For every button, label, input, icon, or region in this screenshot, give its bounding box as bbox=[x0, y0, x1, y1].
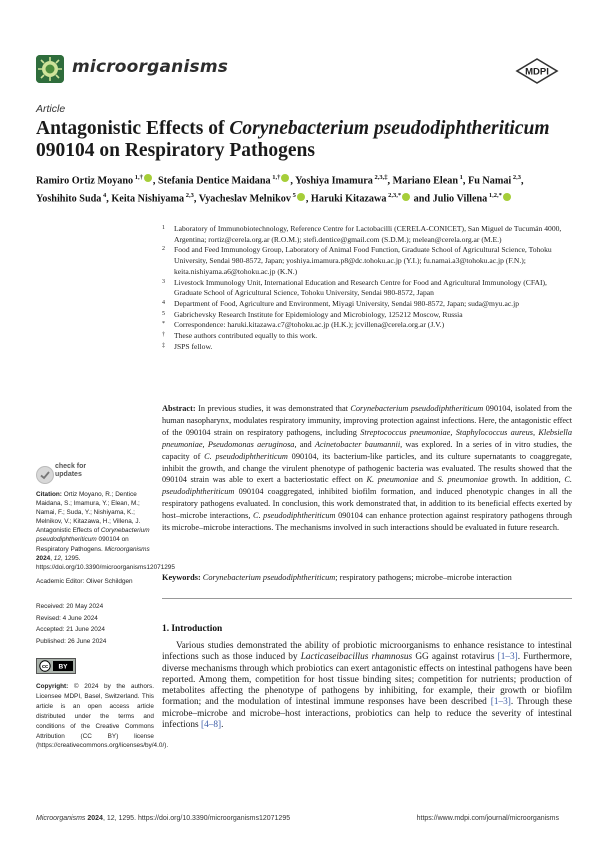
affiliation-mark: 4 bbox=[162, 299, 165, 306]
article-type: Article bbox=[36, 103, 66, 115]
copyright-notice bbox=[36, 682, 169, 751]
orcid-icon[interactable] bbox=[503, 193, 511, 201]
affiliation-text: Laboratory of Immunobiotechnology, Reference Centre for Lactobacilli (CERELA-CONICET), San Miguel de Tucumán 4000, Argentina; rortiz@cerela.org.ar (R.O.M.); stefi.dentice@gmail.com (S.D.M.); melean@cerela.org.ar (M.E.) bbox=[174, 224, 562, 244]
abstract-text: 090104, its bacterium-like particles, and its culture supernatants to coaggregate, inhibit the growth, and change the virulent phenotype of pathogenic bacteria was evaluated. The results showed that the 090104 strain was able to exert a bacteriostatic effect on bbox=[162, 451, 573, 485]
author-name: Keita Nishiyama bbox=[111, 193, 185, 205]
affiliation-text: Food and Feed Immunology Group, Laboratory of Animal Food Function, Graduate School of Agricultural Science, Tohoku University, Sendai 980-8572, Japan; yoshiya.imamura.p8@dc.tohoku.ac.jp (Y.I.); fu.namai.a3@tohoku.ac.jp (F.N.); keita.nishiyama.a6@tohoku.ac.jp (K.N.) bbox=[174, 245, 552, 276]
author-name: Yoshihito Suda bbox=[36, 193, 102, 205]
affiliation-text: Department of Food, Agriculture and Environment, Miyagi University, Sendai 980-8572, Japan; suda@myu.ac.jp bbox=[174, 298, 519, 308]
copyright-label: Copyright: bbox=[36, 683, 69, 690]
author-separator: and bbox=[411, 193, 433, 205]
author-affiliation-mark: 2,3,‡ bbox=[372, 174, 388, 181]
intro-paragraph bbox=[162, 641, 572, 731]
affiliation-item bbox=[162, 224, 572, 245]
intro-text: GG against rotavirus bbox=[412, 652, 498, 663]
check-for-updates-icon[interactable] bbox=[36, 466, 54, 484]
abstract-text: , was explored. In a series of in vitro studies, the capacity of bbox=[162, 439, 572, 461]
orcid-icon[interactable] bbox=[144, 174, 152, 182]
author-affiliation-mark: 2,3 bbox=[184, 192, 194, 200]
author-affiliation-mark: 1,2,* bbox=[487, 192, 502, 200]
citation-link[interactable]: [1–3] bbox=[490, 697, 511, 708]
affiliations bbox=[162, 224, 572, 352]
abstract bbox=[162, 403, 572, 534]
keywords-label: Keywords: bbox=[162, 573, 201, 582]
academic-editor: Academic Editor: Oliver Schildgen bbox=[36, 578, 133, 585]
check-updates-line2: updates bbox=[55, 471, 82, 478]
citation-italic: Corynebacterium pseudodiphtheriticum bbox=[36, 527, 150, 544]
affiliation-mark: ‡ bbox=[162, 342, 165, 349]
affiliation-text: Livestock Immunology Unit, International Education and Research Centre for Food and Agricultural Immunology (CFAI), Graduate School of Agricultural Science, Tohoku University, Sendai 980-8572, Japan bbox=[174, 277, 547, 298]
abstract-text: growth. In addition, bbox=[488, 475, 565, 485]
affiliation-text: Correspondence: haruki.kitazawa.c7@tohoku.ac.jp (H.K.); jcvillena@cerela.org.ar (J.V.) bbox=[174, 320, 445, 330]
abstract-italic: C. pseudodiphtheriticum bbox=[204, 451, 288, 461]
affiliation-item bbox=[162, 342, 572, 353]
svg-text:BY: BY bbox=[58, 663, 68, 671]
orcid-icon[interactable] bbox=[297, 193, 305, 201]
mdpi-logo bbox=[515, 58, 559, 84]
date-revised: Revised: 4 June 2024 bbox=[36, 614, 98, 622]
affiliation-mark: 5 bbox=[162, 310, 165, 317]
abstract-italic: Corynebacterium pseudodiphtheriticum bbox=[350, 404, 484, 413]
abstract-italic: K. pneumoniae bbox=[366, 475, 419, 485]
check-for-updates-button[interactable] bbox=[55, 463, 86, 479]
citation-text: Ortiz Moyano, R.; Dentice Maidana, S.; Imamura, Y.; Elean, M.; Namai, F.; Suda, Y.; Nishiyama, K.; Melnikov, V.; Kitazawa, H.; Villena, J. Antagonistic Effects of bbox=[36, 491, 141, 535]
section-heading: 1. Introduction bbox=[162, 624, 223, 634]
abstract-text: 090104, isolated from the human nasopharynx, modulates respiratory immunity, improving protection against infections. Here, the antagonistic effect of the 090104 strain on respiratory pathogens, including bbox=[162, 404, 572, 437]
keyword-italic: Corynebacterium pseudodiphtheriticum bbox=[202, 573, 336, 582]
keywords-body bbox=[201, 573, 512, 582]
abstract-text: 090104 coaggregated, inhibited biofilm formation, and induced phenotypic changes in all the respiratory pathogens evaluated. In conclusion, this work demonstrated that, in addition to its beneficial effects exerted by host–microbe interactions, bbox=[162, 487, 572, 521]
citation-body bbox=[36, 491, 175, 571]
abstract-text: and bbox=[418, 475, 438, 485]
affiliation-mark: * bbox=[162, 321, 165, 328]
cc-by-license-icon[interactable] bbox=[36, 658, 76, 674]
abstract-body bbox=[162, 404, 572, 532]
author-affiliation-mark: 5 bbox=[290, 192, 296, 200]
journal-name: microorganisms bbox=[72, 57, 229, 77]
footer-rest: , 12, 1295. https://doi.org/10.3390/microorganisms12071295 bbox=[102, 815, 291, 822]
article-title: Antagonistic Effects of Corynebacterium pseudodiphtheriticum 090104 on Respiratory Pathogens bbox=[36, 118, 550, 161]
author-name: Ramiro Ortiz Moyano bbox=[36, 175, 134, 187]
author-name: Haruki Kitazawa bbox=[310, 193, 387, 205]
intro-text: . Furthermore, diverse mechanisms through which probiotics can exert antagonistic effects on intestinal pathogens have been reported. Among them, competition for host tissue binding sites; competition for nutrients; production of metabolites affecting the phenotype of pathogens by inhibiting, for example, their growth or biofilm formation; and the modulation of intestinal immune responses have been described bbox=[162, 652, 573, 708]
author-separator: , bbox=[305, 193, 311, 205]
affiliation-item bbox=[162, 320, 572, 331]
intro-text: . Through these microbe–microbe and microbe–host interactions, probiotics can help to reduce the severity of intestinal infections bbox=[162, 697, 572, 731]
footer-url[interactable]: https://www.mdpi.com/journal/microorganisms bbox=[416, 815, 559, 822]
author-list bbox=[36, 170, 566, 207]
citation-text: 090104 on Respiratory Pathogens. bbox=[36, 536, 129, 553]
citation-italic: 12 bbox=[53, 554, 61, 562]
abstract-italic: C. pseudodiphtheriticum bbox=[253, 511, 336, 521]
orcid-icon[interactable] bbox=[402, 193, 410, 201]
svg-text:cc: cc bbox=[41, 664, 49, 671]
footer-journal: Microorganisms bbox=[36, 815, 86, 822]
affiliation-mark: 2 bbox=[162, 246, 165, 253]
author-name: Stefania Dentice Maidana bbox=[157, 175, 271, 187]
author-affiliation-mark: 2,3 bbox=[511, 174, 522, 181]
author-separator: , bbox=[152, 175, 158, 187]
author-affiliation-mark: 2,3,* bbox=[386, 192, 402, 200]
affiliation-text: Gabrichevsky Research Institute for Epidemiology and Microbiology, 125212 Moscow, Russia bbox=[174, 309, 463, 319]
intro-text: . bbox=[221, 720, 224, 731]
author-affiliation-mark: 1,† bbox=[133, 174, 143, 181]
author-name: Vyacheslav Melnikov bbox=[198, 193, 291, 205]
affiliation-mark: 1 bbox=[162, 225, 165, 231]
citation-label: Citation: bbox=[36, 491, 62, 498]
copyright-text: © 2024 by the authors. Licensee MDPI, Basel, Switzerland. This article is an open access article distributed under the terms and conditions of the Creative Commons Attribution (CC BY) license (https://creativecommons.org/licenses/by/4.0/). bbox=[36, 683, 169, 750]
intro-italic: Lacticaseibacillus rhamnosus bbox=[300, 652, 413, 663]
abstract-label: Abstract: bbox=[162, 404, 196, 413]
footer-citation bbox=[36, 815, 290, 822]
citation bbox=[36, 490, 175, 572]
citation-text: , bbox=[50, 554, 54, 562]
date-accepted: Accepted: 21 June 2024 bbox=[36, 626, 105, 633]
author-separator: , bbox=[462, 175, 468, 187]
affiliation-item bbox=[162, 245, 572, 277]
author-name: Mariano Elean bbox=[392, 175, 458, 187]
intro-text: Various studies demonstrated the ability of probiotic microorganisms to enhance resistance to intestinal infections such as those induced by bbox=[162, 641, 572, 663]
citation-link[interactable]: [4–8] bbox=[201, 720, 222, 731]
author-affiliation-mark: 1,† bbox=[270, 174, 281, 181]
author-separator: , bbox=[193, 193, 199, 205]
check-updates-line1: check for bbox=[55, 463, 87, 470]
abstract-text: In previous studies, it was demonstrated that bbox=[195, 404, 351, 413]
affiliation-text: JSPS fellow. bbox=[174, 341, 213, 351]
abstract-italic: Acinetobacter baumannii bbox=[314, 439, 401, 449]
date-published: Published: 26 June 2024 bbox=[36, 637, 107, 645]
affiliation-item bbox=[162, 310, 572, 321]
date-received: Received: 20 May 2024 bbox=[36, 603, 104, 610]
publication-dates bbox=[36, 601, 154, 647]
abstract-italic: C. pseudodiphtheriticum bbox=[162, 475, 572, 497]
citation-text: , 1295. https://doi.org/10.3390/microorganisms12071295 bbox=[36, 554, 175, 571]
author-separator: , bbox=[106, 193, 112, 205]
journal-logo-icon bbox=[36, 55, 64, 83]
abstract-italic: Streptococcus pneumoniae, Staphylococcus aureus, Klebsiella pneumoniae, Pseudomonas aeruginosa, bbox=[162, 427, 573, 449]
affiliation-item bbox=[162, 278, 572, 299]
author-affiliation-mark: 4 bbox=[101, 192, 107, 200]
citation-italic: Microorganisms bbox=[104, 545, 150, 553]
author-separator: , bbox=[521, 175, 524, 187]
orcid-icon[interactable] bbox=[281, 174, 289, 182]
author-separator: , bbox=[290, 175, 296, 187]
author-affiliation-mark: 1 bbox=[458, 174, 463, 181]
citation-bold: 2024 bbox=[36, 554, 51, 562]
abstract-italic: S. pneumoniae bbox=[437, 475, 489, 485]
affiliation-mark: † bbox=[162, 332, 165, 339]
abstract-text: and bbox=[296, 439, 315, 449]
author-name: Fu Namai bbox=[467, 175, 512, 187]
keywords bbox=[162, 572, 572, 583]
divider bbox=[162, 598, 572, 599]
affiliation-mark: 3 bbox=[162, 278, 165, 285]
affiliation-text: These authors contributed equally to this work. bbox=[174, 331, 318, 341]
author-name: Yoshiya Imamura bbox=[295, 175, 373, 187]
publisher-name: MDPI bbox=[525, 66, 549, 78]
keyword-text: ; respiratory pathogens; microbe–microbe interaction bbox=[335, 573, 512, 582]
citation-link[interactable]: [1–3] bbox=[497, 652, 518, 663]
footer-year: 2024 bbox=[85, 815, 103, 822]
author-name: Julio Villena bbox=[432, 193, 488, 205]
affiliation-item bbox=[162, 299, 572, 310]
author-separator: , bbox=[387, 175, 393, 187]
affiliation-item bbox=[162, 331, 572, 342]
abstract-text: 090104 can enhance protection against respiratory pathogens through its microbe–microbe interactions. The mechanisms involved in such interactions should be evaluated in future research. bbox=[162, 511, 572, 533]
